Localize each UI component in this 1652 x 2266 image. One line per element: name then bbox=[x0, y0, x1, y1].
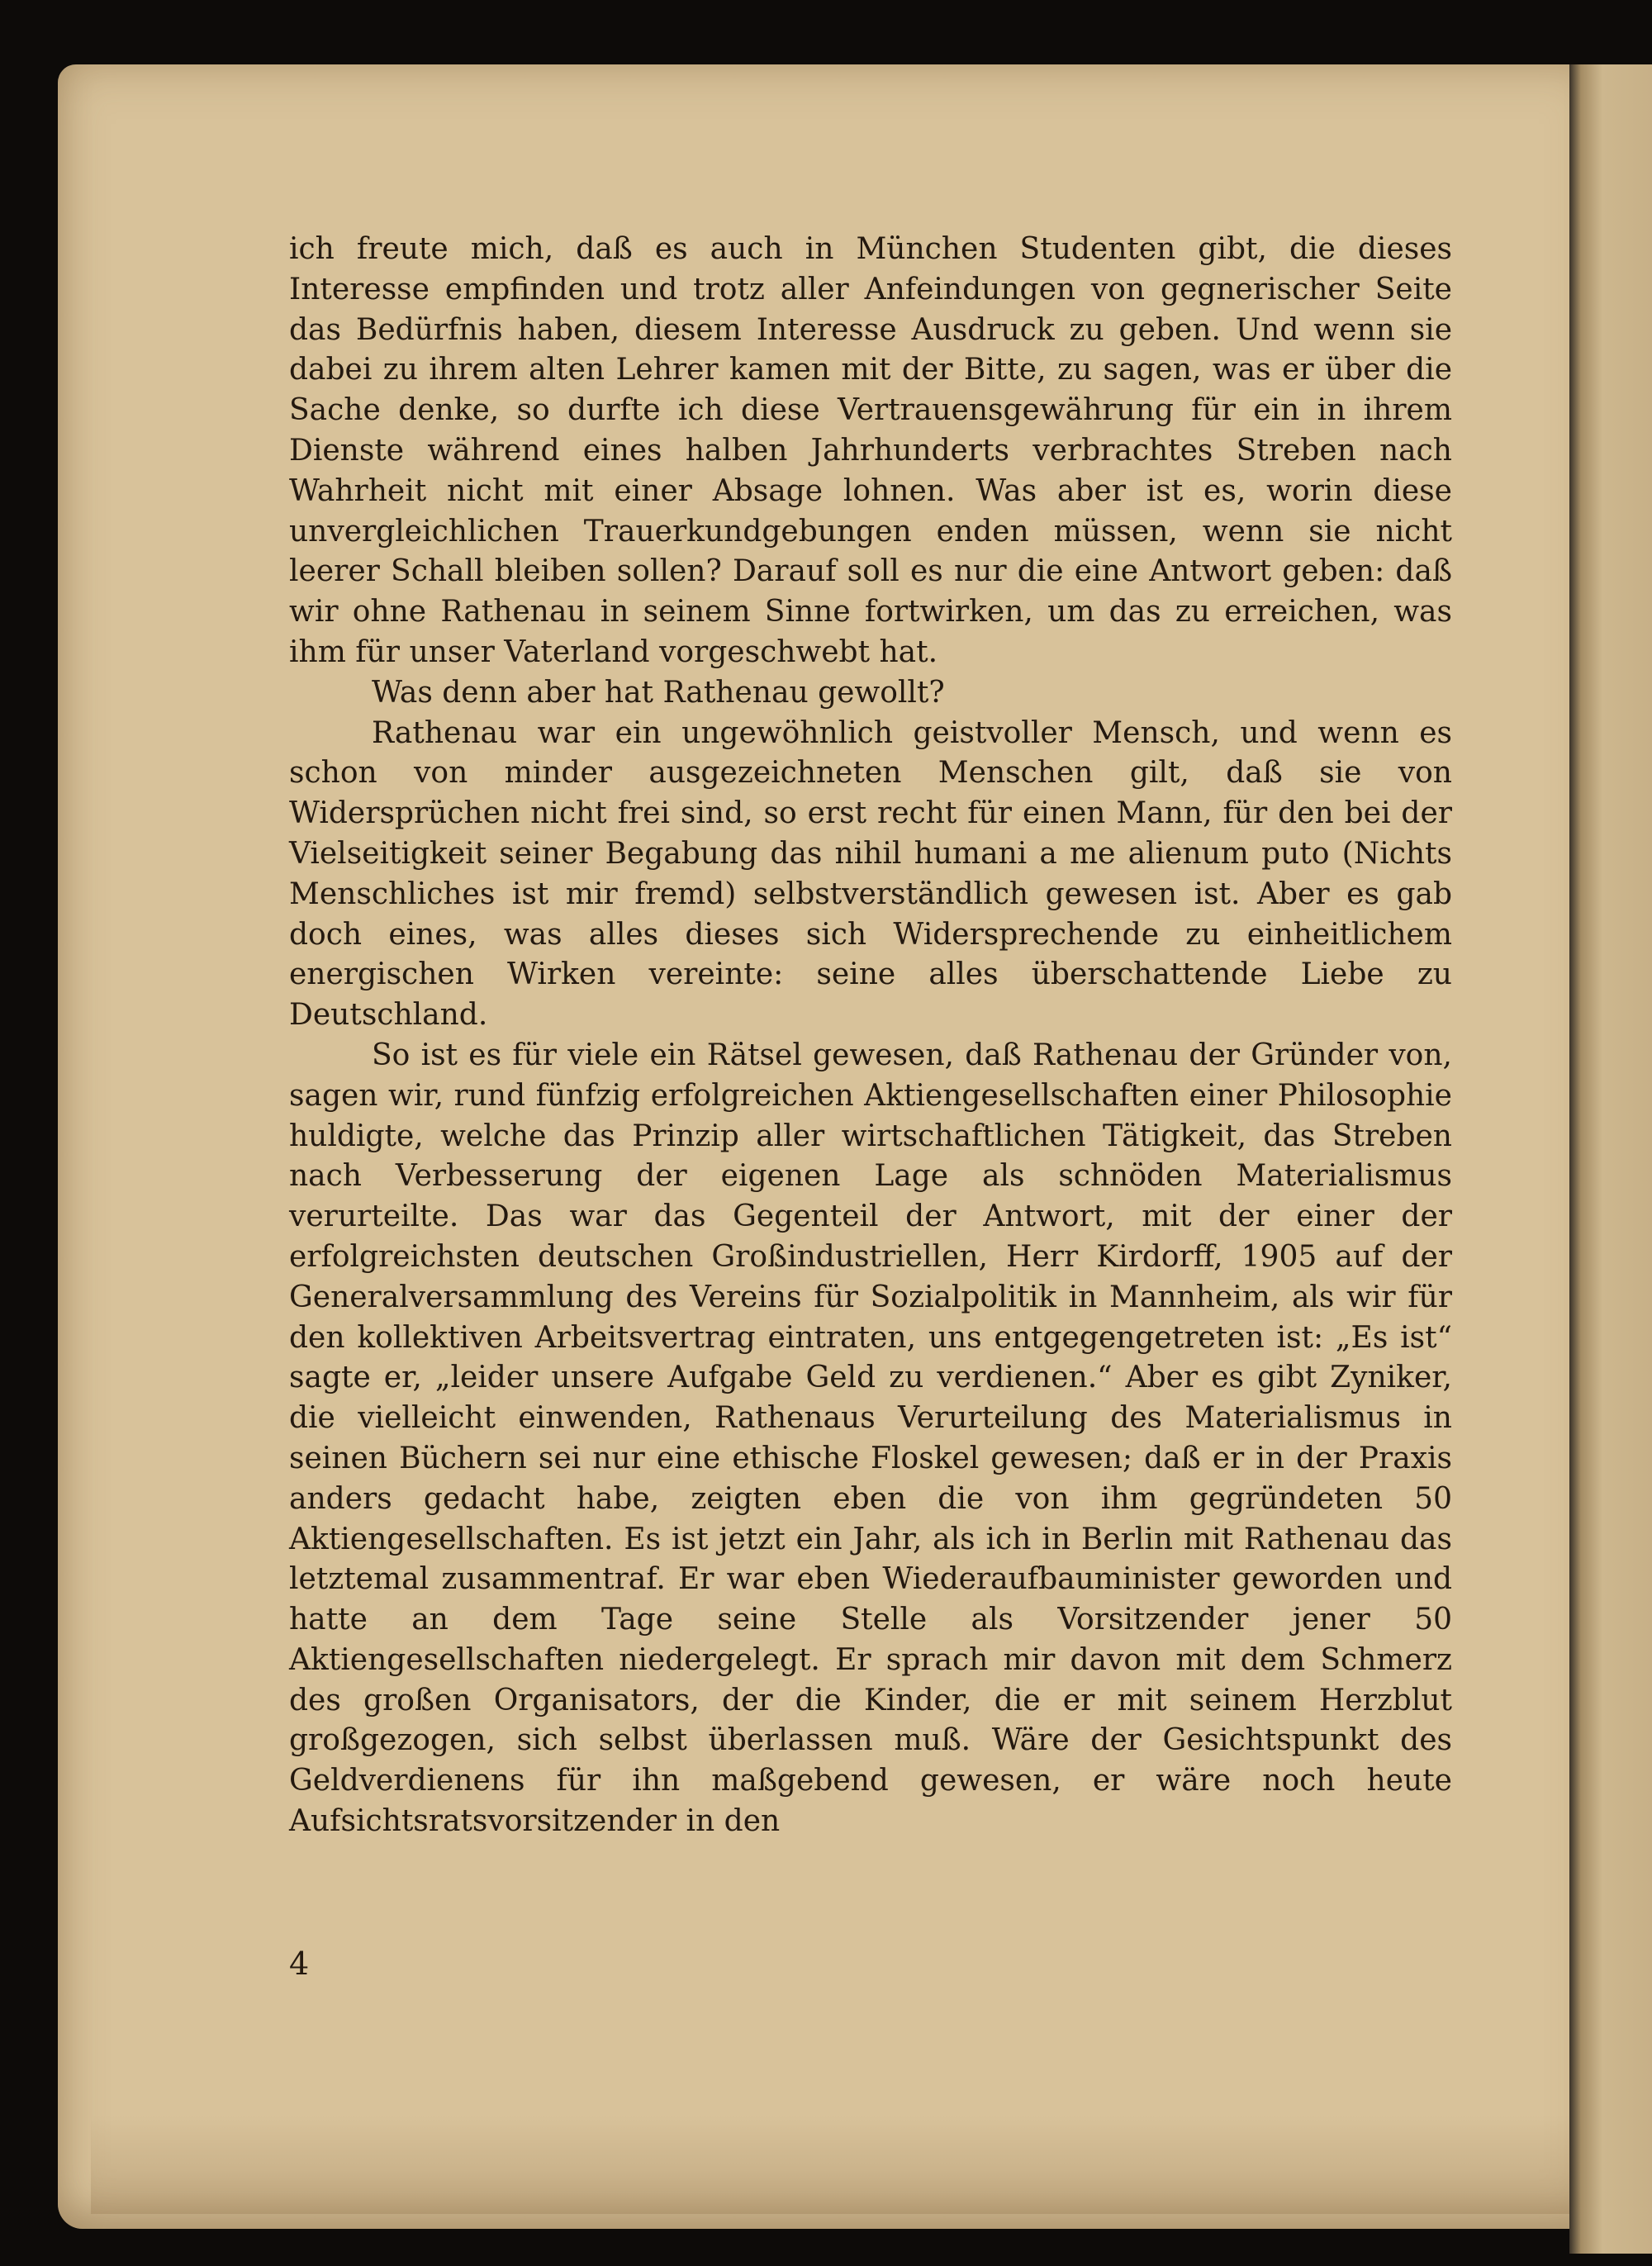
body-text bbox=[289, 230, 1452, 1842]
paragraph-1: ich freute mich, daß es auch in München Studenten gibt, die dieses Interesse empfinden und trotz aller Anfeindungen von gegnerischer Seite das Bedürfnis haben, diesem Interesse Ausdruck zu geben. Und wenn sie dabei zu ihrem alten Lehrer kamen mit der Bitte, zu sagen, was er über die Sache denke, so durfte ich diese Vertrauensgewährung für ein in ihrem Dienste während eines halben Jahrhunderts verbrachtes Streben nach Wahrheit nicht mit einer Absage lohnen. Was aber ist es, worin diese unvergleichlichen Trauerkundgebungen enden müssen, wenn sie nicht leerer Schall bleiben sollen? Darauf soll es nur die eine Antwort geben: daß wir ohne Rathenau in seinem Sinne fortwirken, um das zu erreichen, was ihm für unser Vaterland vorgeschwebt hat. bbox=[289, 232, 1452, 669]
paragraph-4: So ist es für viele ein Rätsel gewesen, daß Rathenau der Gründer von, sagen wir, rund fünfzig erfolgreichen Aktiengesellschaften einer Philosophie huldigte, welche das Prinzip aller wirtschaftlichen Tätigkeit, das Streben nach Verbesserung der eigenen Lage als schnöden Materialismus verurteilte. Das war das Gegenteil der Antwort, mit der einer der erfolgreichsten deutschen Großindustriellen, Herr Kirdorff, 1905 auf der Generalversammlung des Vereins für Sozialpolitik in Mannheim, als wir für den kollektiven Arbeitsvertrag eintraten, uns entgegengetreten ist: „Es ist“ sagte er, „leider unsere Aufgabe Geld zu verdienen.“ Aber es gibt Zyniker, die vielleicht einwenden, Rathenaus Verurteilung des Materialismus in seinen Büchern sei nur eine ethische Floskel gewesen; daß er in der Praxis anders gedacht habe, zeigten eben die von ihm gegründeten 50 Aktiengesellschaften. Es ist jetzt ein Jahr, als ich in Berlin mit Rathenau das letztemal zusammentraf. Er war eben Wiederaufbauminister geworden und hatte an dem Tage seine Stelle als Vorsitzender jener 50 Aktiengesellschaften niedergelegt. Er sprach mir davon mit dem Schmerz des großen Organisators, der die Kinder, die er mit seinem Herzblut großgezogen, sich selbst überlassen muß. Wäre der Gesichtspunkt des Geldverdienens für ihn maßgebend gewesen, er wäre noch heute Aufsichtsratsvorsitzender in den bbox=[289, 1038, 1452, 1839]
paragraph-2: Was denn aber hat Rathenau gewollt? bbox=[372, 675, 945, 710]
page-number: 4 bbox=[289, 1945, 310, 1982]
page-bottom-shadow bbox=[91, 2115, 1569, 2214]
paragraph-3: Rathenau war ein ungewöhnlich geistvoller Mensch, und wenn es schon von minder ausgezeichneten Menschen gilt, daß sie von Widersprüchen nicht frei sind, so erst recht für einen Mann, für den bei der Vielseitigkeit seiner Begabung das nihil humani a me alienum puto (Nichts Menschliches ist mir fremd) selbstverständlich gewesen ist. Aber es gab doch eines, was alles dieses sich Widersprechende zu einheitlichem energischen Wirken vereinte: seine alles überschattende Liebe zu Deutschland. bbox=[289, 715, 1452, 1033]
page-gutter-fold bbox=[1569, 64, 1652, 2254]
